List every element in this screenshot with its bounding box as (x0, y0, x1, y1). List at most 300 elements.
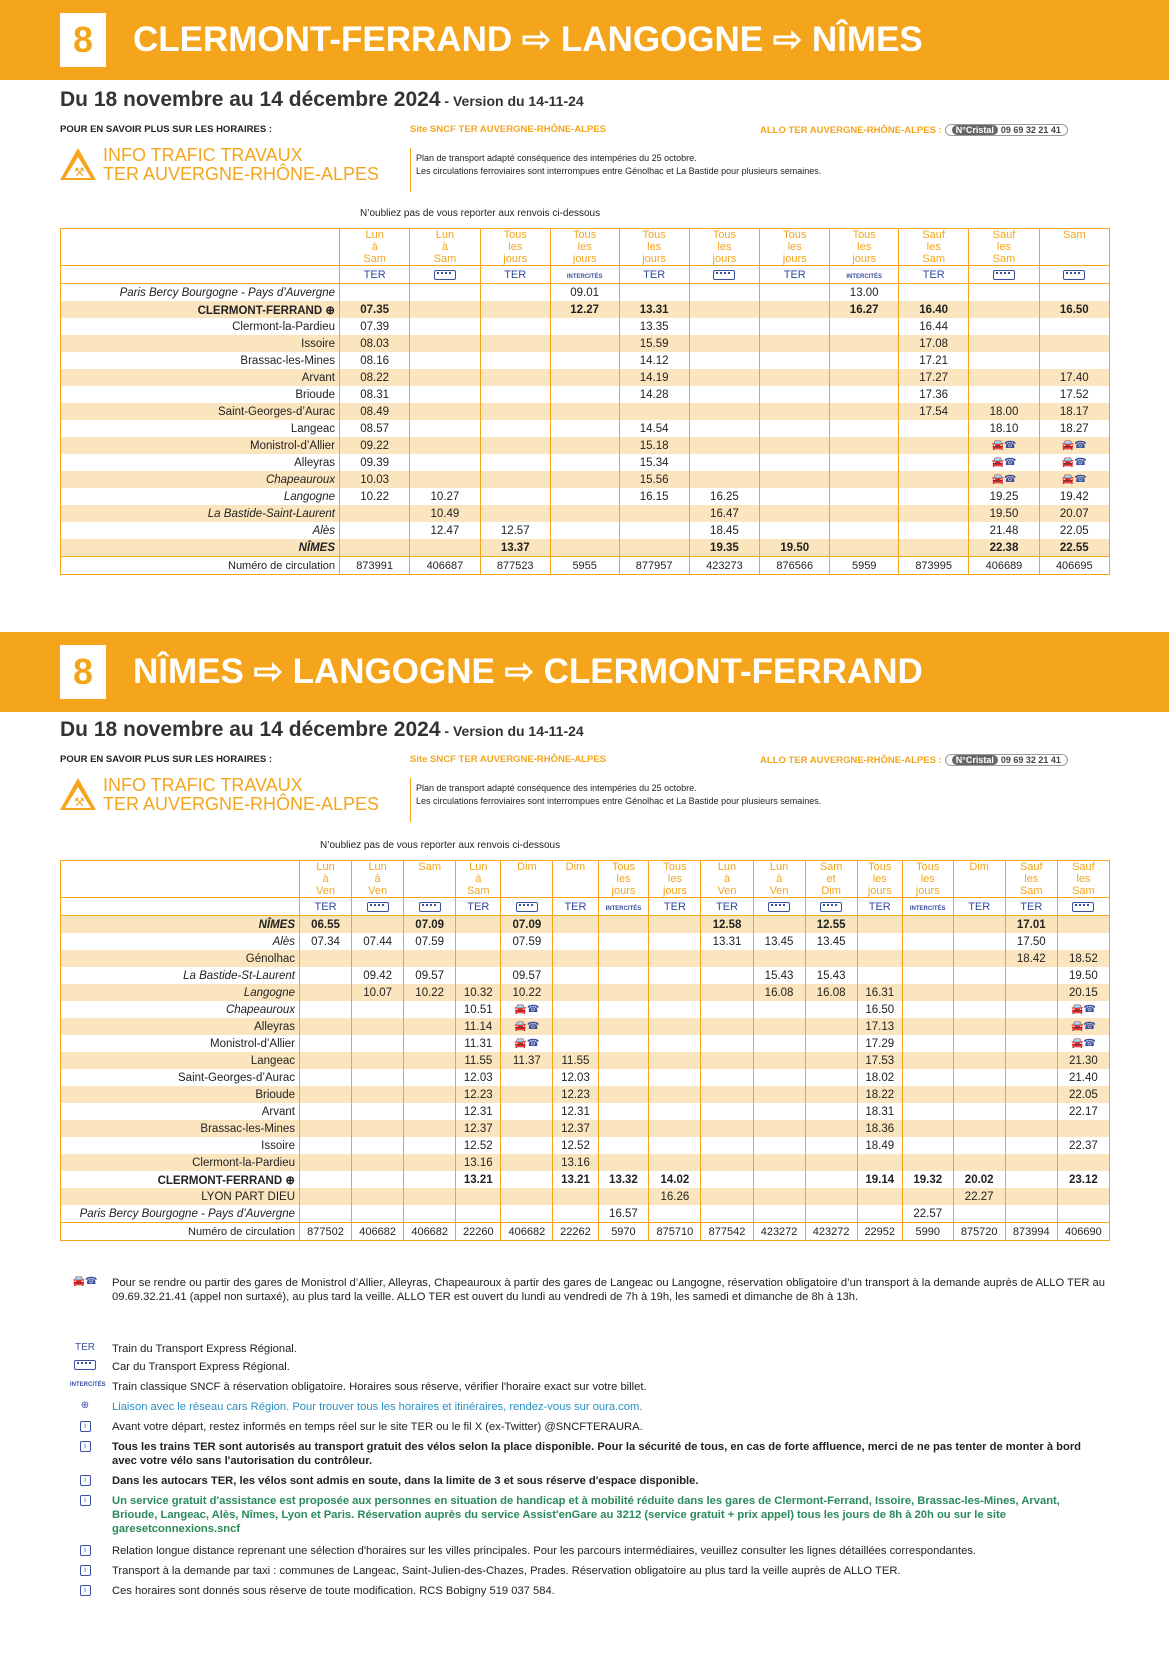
time-cell: 16.08 (805, 984, 857, 1001)
time-cell (1057, 1120, 1109, 1137)
train-number: 873995 (899, 557, 969, 575)
time-cell: 12.52 (553, 1137, 598, 1154)
time-cell (501, 1069, 553, 1086)
time-cell (805, 1035, 857, 1052)
time-cell: 11.31 (456, 1035, 501, 1052)
corner-cell (61, 229, 340, 266)
time-cell (352, 1035, 404, 1052)
validity-period: Du 18 novembre au 14 décembre 2024 - Version du 14-11-24 (60, 88, 584, 111)
time-cell (689, 352, 759, 369)
time-cell (649, 1052, 701, 1069)
time-cell (902, 984, 953, 1001)
time-cell: 18.42 (1005, 950, 1057, 967)
time-cell: 19.50 (760, 539, 830, 557)
time-cell: 17.01 (1005, 916, 1057, 934)
day-header: Sam (404, 861, 456, 898)
time-cell (300, 1086, 352, 1103)
time-cell (830, 539, 899, 557)
time-cell: 22.17 (1057, 1103, 1109, 1120)
time-cell (805, 1018, 857, 1035)
time-cell (1005, 1171, 1057, 1188)
time-cell: 07.34 (300, 933, 352, 950)
time-cell (969, 386, 1039, 403)
time-cell (300, 984, 352, 1001)
time-cell: 16.50 (1039, 301, 1109, 318)
header-banner-1 (0, 0, 1169, 80)
time-cell (404, 1001, 456, 1018)
table-row (61, 1001, 1110, 1018)
liaison-icon: ⊕ (80, 1400, 90, 1411)
trafic-text: INFO TRAFIC TRAVAUX TER AUVERGNE-RHÔNE-ALPES (103, 145, 380, 184)
time-cell (753, 1171, 805, 1188)
time-cell: 12.47 (410, 522, 480, 539)
time-cell (649, 1035, 701, 1052)
table-row (61, 301, 1110, 318)
time-cell (760, 301, 830, 318)
time-cell: 15.34 (619, 454, 689, 471)
time-cell: 18.17 (1039, 403, 1109, 420)
time-cell (340, 539, 410, 557)
time-cell (619, 539, 689, 557)
time-cell (598, 984, 649, 1001)
time-cell (689, 420, 759, 437)
ter-icon: TER (619, 266, 689, 284)
time-cell (899, 488, 969, 505)
day-header: Tous les jours (598, 861, 649, 898)
time-cell (953, 950, 1005, 967)
time-cell (649, 1001, 701, 1018)
time-cell (899, 471, 969, 488)
station-name: Chapeauroux (61, 1001, 300, 1018)
time-cell (760, 505, 830, 522)
time-cell (480, 488, 550, 505)
time-cell: 17.53 (857, 1052, 902, 1069)
train-number: 877502 (300, 1223, 352, 1241)
train-number: 423273 (689, 557, 759, 575)
time-cell (830, 335, 899, 352)
table-row (61, 318, 1110, 335)
time-cell (404, 1171, 456, 1188)
time-cell: 09.42 (352, 967, 404, 984)
time-cell: 18.00 (969, 403, 1039, 420)
train-number: 406687 (410, 557, 480, 575)
time-cell (598, 1103, 649, 1120)
time-cell (619, 522, 689, 539)
info-label: POUR EN SAVOIR PLUS SUR LES HORAIRES : (60, 124, 273, 135)
time-cell (857, 916, 902, 934)
time-cell (598, 1137, 649, 1154)
time-cell (480, 386, 550, 403)
time-cell (753, 1137, 805, 1154)
day-header: Lun à Ven (300, 861, 352, 898)
time-cell (953, 1120, 1005, 1137)
time-cell: 22.05 (1039, 522, 1109, 539)
table-row (61, 488, 1110, 505)
time-cell (760, 403, 830, 420)
table-row (61, 437, 1110, 454)
time-cell (857, 1154, 902, 1171)
taxi-icon: 🚘☎ (501, 1001, 553, 1018)
time-cell: 16.31 (857, 984, 902, 1001)
time-cell (300, 967, 352, 984)
station-name: Paris Bercy Bourgogne - Pays d’Auvergne (61, 1205, 300, 1223)
train-number: 423272 (753, 1223, 805, 1241)
time-cell: 19.14 (857, 1171, 902, 1188)
time-cell: 18.02 (857, 1069, 902, 1086)
time-cell (480, 471, 550, 488)
time-cell (1005, 1188, 1057, 1205)
time-cell (830, 471, 899, 488)
time-cell (480, 403, 550, 420)
time-cell: 22.27 (953, 1188, 1005, 1205)
time-cell (701, 1001, 753, 1018)
time-cell (501, 950, 553, 967)
time-cell (953, 933, 1005, 950)
time-cell (501, 1205, 553, 1223)
time-cell (1005, 1052, 1057, 1069)
station-name: Langeac (61, 1052, 300, 1069)
time-cell: 06.55 (300, 916, 352, 934)
time-cell (902, 1086, 953, 1103)
time-cell: 13.16 (456, 1154, 501, 1171)
time-cell: 18.22 (857, 1086, 902, 1103)
time-cell (760, 369, 830, 386)
time-cell (760, 318, 830, 335)
footnote-avant: Avant votre départ, restez informés en temps réel sur le site TER ou le fil X (ex-Twitter) @SNCFTERAURA. (112, 1421, 643, 1433)
footnote-liaison: Liaison avec le réseau cars Région. Pour trouver tous les horaires et itinéraires, rendez-vous sur oura.com. (112, 1401, 643, 1413)
time-cell: 13.37 (480, 539, 550, 557)
time-cell (701, 1035, 753, 1052)
time-cell (456, 1188, 501, 1205)
train-number: 877523 (480, 557, 550, 575)
train-number: 22262 (553, 1223, 598, 1241)
day-header: Tous les jours (902, 861, 953, 898)
day-header: Tous les jours (689, 229, 759, 266)
time-cell (300, 1018, 352, 1035)
validity-period: Du 18 novembre au 14 décembre 2024 - Version du 14-11-24 (60, 718, 584, 741)
time-cell: 12.37 (456, 1120, 501, 1137)
station-name: Arvant (61, 369, 340, 386)
time-cell (953, 1103, 1005, 1120)
time-cell: 08.49 (340, 403, 410, 420)
station-name: La Bastide-St-Laurent (61, 967, 300, 984)
train-number: 877957 (619, 557, 689, 575)
table-row (61, 352, 1110, 369)
time-cell (701, 1052, 753, 1069)
time-cell (456, 933, 501, 950)
station-name: Alès (61, 933, 300, 950)
taxi-icon: 🚘☎ (969, 471, 1039, 488)
bus-icon (70, 1360, 100, 1371)
time-cell (340, 522, 410, 539)
time-cell (550, 488, 619, 505)
day-header: Tous les jours (830, 229, 899, 266)
table-row (61, 1205, 1110, 1223)
time-cell: 12.58 (701, 916, 753, 934)
station-name: Clermont-la-Pardieu (61, 318, 340, 335)
time-cell (805, 1120, 857, 1137)
day-header: Sam (1039, 229, 1109, 266)
time-cell: 17.08 (899, 335, 969, 352)
taxi-icon: 🚘☎ (1057, 1001, 1109, 1018)
time-cell: 15.56 (619, 471, 689, 488)
table-row (61, 1103, 1110, 1120)
time-cell (760, 488, 830, 505)
time-cell (805, 950, 857, 967)
time-cell (899, 437, 969, 454)
ter-icon: TER (340, 266, 410, 284)
time-cell (300, 1052, 352, 1069)
info-trafic-link[interactable]: ⚒ INFO TRAFIC TRAVAUX TER AUVERGNE-RHÔNE-ALPES (60, 776, 390, 820)
time-cell (753, 1052, 805, 1069)
time-cell (404, 1086, 456, 1103)
time-cell (1005, 1154, 1057, 1171)
time-cell (689, 335, 759, 352)
time-cell (404, 1154, 456, 1171)
time-cell (969, 369, 1039, 386)
time-cell (352, 1120, 404, 1137)
time-cell: 21.30 (1057, 1052, 1109, 1069)
time-cell: 16.26 (649, 1188, 701, 1205)
day-header: Lun à Ven (753, 861, 805, 898)
time-cell (857, 1188, 902, 1205)
station-name: Alleyras (61, 1018, 300, 1035)
ter-icon: TER (857, 898, 902, 916)
footnote-velos: Tous les trains TER sont autorisés au transport gratuit des vélos selon la place disponible. Pour la sécurité de tous, en cas de forte affluence, merci de ne pas tenter de monter à bord avec votre vélo sans l'autorisation du contrôleur. (112, 1441, 1082, 1467)
time-cell: 14.12 (619, 352, 689, 369)
day-header: Sauf les Sam (969, 229, 1039, 266)
time-cell (598, 967, 649, 984)
day-header: Sauf les Sam (1057, 861, 1109, 898)
time-cell: 16.44 (899, 318, 969, 335)
day-header: Lun à Ven (701, 861, 753, 898)
day-header: Sauf les Sam (1005, 861, 1057, 898)
station-name: NÎMES (61, 539, 340, 557)
day-header: Sauf les Sam (899, 229, 969, 266)
time-cell (340, 284, 410, 302)
station-name: Alès (61, 522, 340, 539)
time-cell: 19.32 (902, 1171, 953, 1188)
time-cell (300, 1103, 352, 1120)
time-cell (598, 1154, 649, 1171)
time-cell (553, 1001, 598, 1018)
table-row (61, 420, 1110, 437)
time-cell: 11.55 (456, 1052, 501, 1069)
table-row (61, 471, 1110, 488)
table-row (61, 984, 1110, 1001)
time-cell: 07.59 (501, 933, 553, 950)
phone-badge: N°Cristal 09 69 32 21 41 (945, 754, 1068, 766)
info-icon: i (70, 1420, 100, 1432)
time-cell: 18.10 (969, 420, 1039, 437)
table-row (61, 1188, 1110, 1205)
ter-icon: TER (553, 898, 598, 916)
corner-cell (61, 898, 300, 916)
time-cell (410, 454, 480, 471)
time-cell (1039, 284, 1109, 302)
train-number: 875710 (649, 1223, 701, 1241)
time-cell (969, 301, 1039, 318)
time-cell (1057, 916, 1109, 934)
time-cell (340, 505, 410, 522)
bus-icon (969, 266, 1039, 284)
time-cell (598, 1035, 649, 1052)
time-cell (410, 335, 480, 352)
time-cell (649, 950, 701, 967)
time-cell (805, 1086, 857, 1103)
taxi-icon: 🚘☎ (1057, 1035, 1109, 1052)
taxi-icon: 🚘☎ (1039, 437, 1109, 454)
ter-icon: TER (480, 266, 550, 284)
time-cell (553, 1188, 598, 1205)
ter-icon: TER (899, 266, 969, 284)
time-cell (410, 369, 480, 386)
time-cell: 08.16 (340, 352, 410, 369)
time-cell: 22.05 (1057, 1086, 1109, 1103)
time-cell (300, 950, 352, 967)
footnote-reserve: Ces horaires sont donnés sous réserve de toute modification. RCS Bobigny 519 037 584. (112, 1585, 555, 1597)
station-name: Paris Bercy Bourgogne - Pays d’Auvergne (61, 284, 340, 302)
day-header: Tous les jours (857, 861, 902, 898)
time-cell (550, 471, 619, 488)
intercites-icon: INTERCITÉS (902, 898, 953, 916)
time-cell: 20.02 (953, 1171, 1005, 1188)
time-cell (404, 1137, 456, 1154)
time-cell (1005, 1001, 1057, 1018)
day-header: Tous les jours (619, 229, 689, 266)
time-cell (404, 1035, 456, 1052)
table-row (61, 386, 1110, 403)
time-cell: 23.12 (1057, 1171, 1109, 1188)
footnote-ic: Train classique SNCF à réservation obligatoire. Horaires sous réserve, vérifier l'horaire exact sur votre billet. (112, 1381, 647, 1393)
time-cell: 07.39 (340, 318, 410, 335)
time-cell: 16.50 (857, 1001, 902, 1018)
time-cell: 19.50 (969, 505, 1039, 522)
time-cell: 14.54 (619, 420, 689, 437)
time-cell: 18.27 (1039, 420, 1109, 437)
time-cell: 12.03 (456, 1069, 501, 1086)
time-cell (805, 1137, 857, 1154)
time-cell: 17.54 (899, 403, 969, 420)
ter-icon: TER (456, 898, 501, 916)
table-row (61, 454, 1110, 471)
train-number: 423272 (805, 1223, 857, 1241)
time-cell (300, 1188, 352, 1205)
time-cell: 10.27 (410, 488, 480, 505)
time-cell (649, 1086, 701, 1103)
time-cell (953, 1018, 1005, 1035)
station-name: Brioude (61, 1086, 300, 1103)
time-cell (404, 1188, 456, 1205)
sncf-site-link[interactable]: Site SNCF TER AUVERGNE-RHÔNE-ALPES (410, 124, 606, 135)
time-cell (689, 454, 759, 471)
bus-icon (1039, 266, 1109, 284)
time-cell (553, 950, 598, 967)
time-cell (902, 950, 953, 967)
table-row (61, 1086, 1110, 1103)
time-cell (701, 1154, 753, 1171)
time-cell: 12.55 (805, 916, 857, 934)
bus-icon (404, 898, 456, 916)
time-cell (760, 522, 830, 539)
time-cell (753, 1086, 805, 1103)
time-cell (899, 454, 969, 471)
time-cell: 13.45 (805, 933, 857, 950)
route-title: CLERMONT-FERRAND ⇨ LANGOGNE ⇨ NÎMES (133, 20, 923, 59)
station-name: CLERMONT-FERRAND ⊕ (61, 301, 340, 318)
line-badge: 8 (60, 645, 106, 699)
station-name: La Bastide-Saint-Laurent (61, 505, 340, 522)
time-cell: 07.59 (404, 933, 456, 950)
time-cell: 13.21 (456, 1171, 501, 1188)
time-cell (550, 335, 619, 352)
time-cell: 13.21 (553, 1171, 598, 1188)
taxi-icon: 🚘☎ (1057, 1018, 1109, 1035)
time-cell (1005, 1205, 1057, 1223)
station-name: Brioude (61, 386, 340, 403)
train-number: 875720 (953, 1223, 1005, 1241)
time-cell (649, 916, 701, 934)
day-header: Lun à Sam (340, 229, 410, 266)
time-cell (649, 1069, 701, 1086)
time-cell (598, 1086, 649, 1103)
time-cell: 08.31 (340, 386, 410, 403)
time-cell (701, 1086, 753, 1103)
time-cell (701, 950, 753, 967)
time-cell: 16.27 (830, 301, 899, 318)
time-cell (410, 284, 480, 302)
time-cell (553, 1205, 598, 1223)
train-number: 406682 (404, 1223, 456, 1241)
time-cell (550, 522, 619, 539)
train-number: 406682 (501, 1223, 553, 1241)
info-trafic-link[interactable]: ⚒ INFO TRAFIC TRAVAUX TER AUVERGNE-RHÔNE-ALPES (60, 146, 390, 190)
time-cell: 14.28 (619, 386, 689, 403)
time-cell (352, 916, 404, 934)
time-cell (404, 1069, 456, 1086)
time-cell: 11.37 (501, 1052, 553, 1069)
time-cell: 12.57 (480, 522, 550, 539)
station-name: Brassac-les-Mines (61, 352, 340, 369)
time-cell: 19.50 (1057, 967, 1109, 984)
sncf-site-link[interactable]: Site SNCF TER AUVERGNE-RHÔNE-ALPES (410, 754, 606, 765)
station-name: Saint-Georges-d’Aurac (61, 403, 340, 420)
table-row (61, 403, 1110, 420)
time-cell (550, 454, 619, 471)
time-cell (830, 522, 899, 539)
time-cell (598, 1120, 649, 1137)
day-header: Sam et Dim (805, 861, 857, 898)
time-cell (857, 950, 902, 967)
table-row (61, 1035, 1110, 1052)
table-row (61, 1154, 1110, 1171)
time-cell (830, 369, 899, 386)
num-label: Numéro de circulation (61, 557, 340, 575)
intercites-icon: INTERCITÉS (598, 898, 649, 916)
table-row (61, 522, 1110, 539)
train-number: 406690 (1057, 1223, 1109, 1241)
time-cell (830, 437, 899, 454)
train-number: 406682 (352, 1223, 404, 1241)
allo-ter: ALLO TER AUVERGNE-RHÔNE-ALPES : N°Cristal 09 69 32 21 41 (760, 754, 1068, 766)
time-cell (899, 420, 969, 437)
time-cell: 22.37 (1057, 1137, 1109, 1154)
footnote-assist: Un service gratuit d'assistance est proposée aux personnes en situation de handicap et à mobilité réduite dans les gares de Clermont-Ferrand, Issoire, Brassac-les-Mines, Arvant, Brioude, Langeac, Alès, Nîmes, Lyon et Paris. Réservation auprès du service Assist'enGare au 3212 (service gratuit + prix appel) tous les jours de 8h à 20h ou sur le site garesetconnexions.sncf (112, 1495, 1060, 1535)
day-header: Lun à Sam (456, 861, 501, 898)
time-cell: 13.35 (619, 318, 689, 335)
time-cell (553, 967, 598, 984)
time-cell (404, 1120, 456, 1137)
